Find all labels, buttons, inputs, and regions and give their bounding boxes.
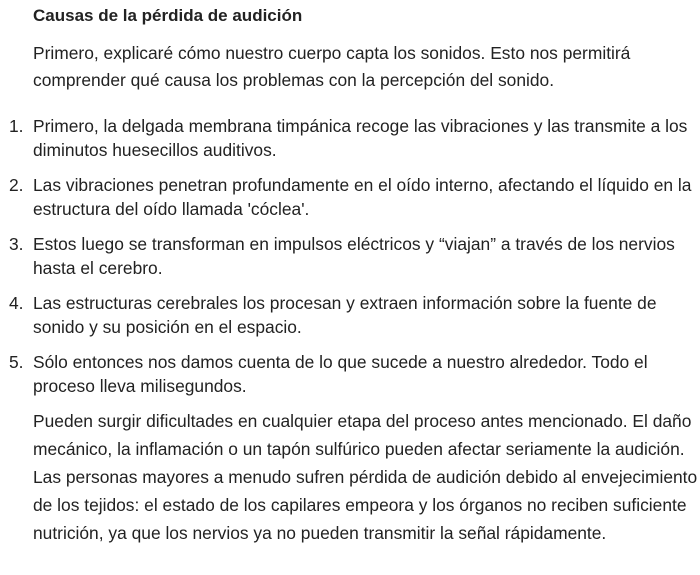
list-item — [0, 292, 700, 345]
list-item-number: 2. — [9, 175, 24, 195]
list-item — [0, 351, 700, 404]
list-item — [0, 174, 700, 227]
list-item-text: Estos luego se transforman en impulsos eléctricos y “viajan” a través de los nervios hasta el cerebro. — [33, 234, 675, 278]
list-item-text: Las estructuras cerebrales los procesan y extraen información sobre la fuente de sonido y su posición en el espacio. — [33, 293, 657, 337]
list-item — [0, 233, 700, 286]
list-item-text: Las vibraciones penetran profundamente en el oído interno, afectando el líquido en la estructura del oído llamada 'cóclea'. — [33, 175, 692, 219]
list-item-number: 1. — [9, 116, 24, 136]
list-item — [0, 115, 700, 168]
closing-paragraph: Pueden surgir dificultades en cualquier etapa del proceso antes mencionado. El daño mecánico, la inflamación o un tapón sulfúrico pueden afectar seriamente la audición. Las personas mayores a menudo sufren pérdida de audición debido al envejecimiento de los tejidos: el estado de los capilares empeora y los órganos no reciben suficiente nutrición, ya que los nervios ya no pueden transmitir la señal rápidamente. — [33, 411, 698, 543]
steps-list — [0, 115, 700, 410]
list-item-text: Primero, la delgada membrana timpánica recoge las vibraciones y las transmite a los diminutos huesecillos auditivos. — [33, 116, 688, 160]
list-item-number: 5. — [9, 352, 24, 372]
article-heading: Causas de la pérdida de audición — [33, 6, 303, 25]
list-item-number: 3. — [9, 234, 24, 254]
list-item-number: 4. — [9, 293, 24, 313]
intro-paragraph: Primero, explicaré cómo nuestro cuerpo capta los sonidos. Esto nos permitirá comprender qué causa los problemas con la percepción del sonido. — [33, 43, 631, 90]
list-item-text: Sólo entonces nos damos cuenta de lo que sucede a nuestro alrededor. Todo el proceso lleva milisegundos. — [33, 352, 648, 396]
